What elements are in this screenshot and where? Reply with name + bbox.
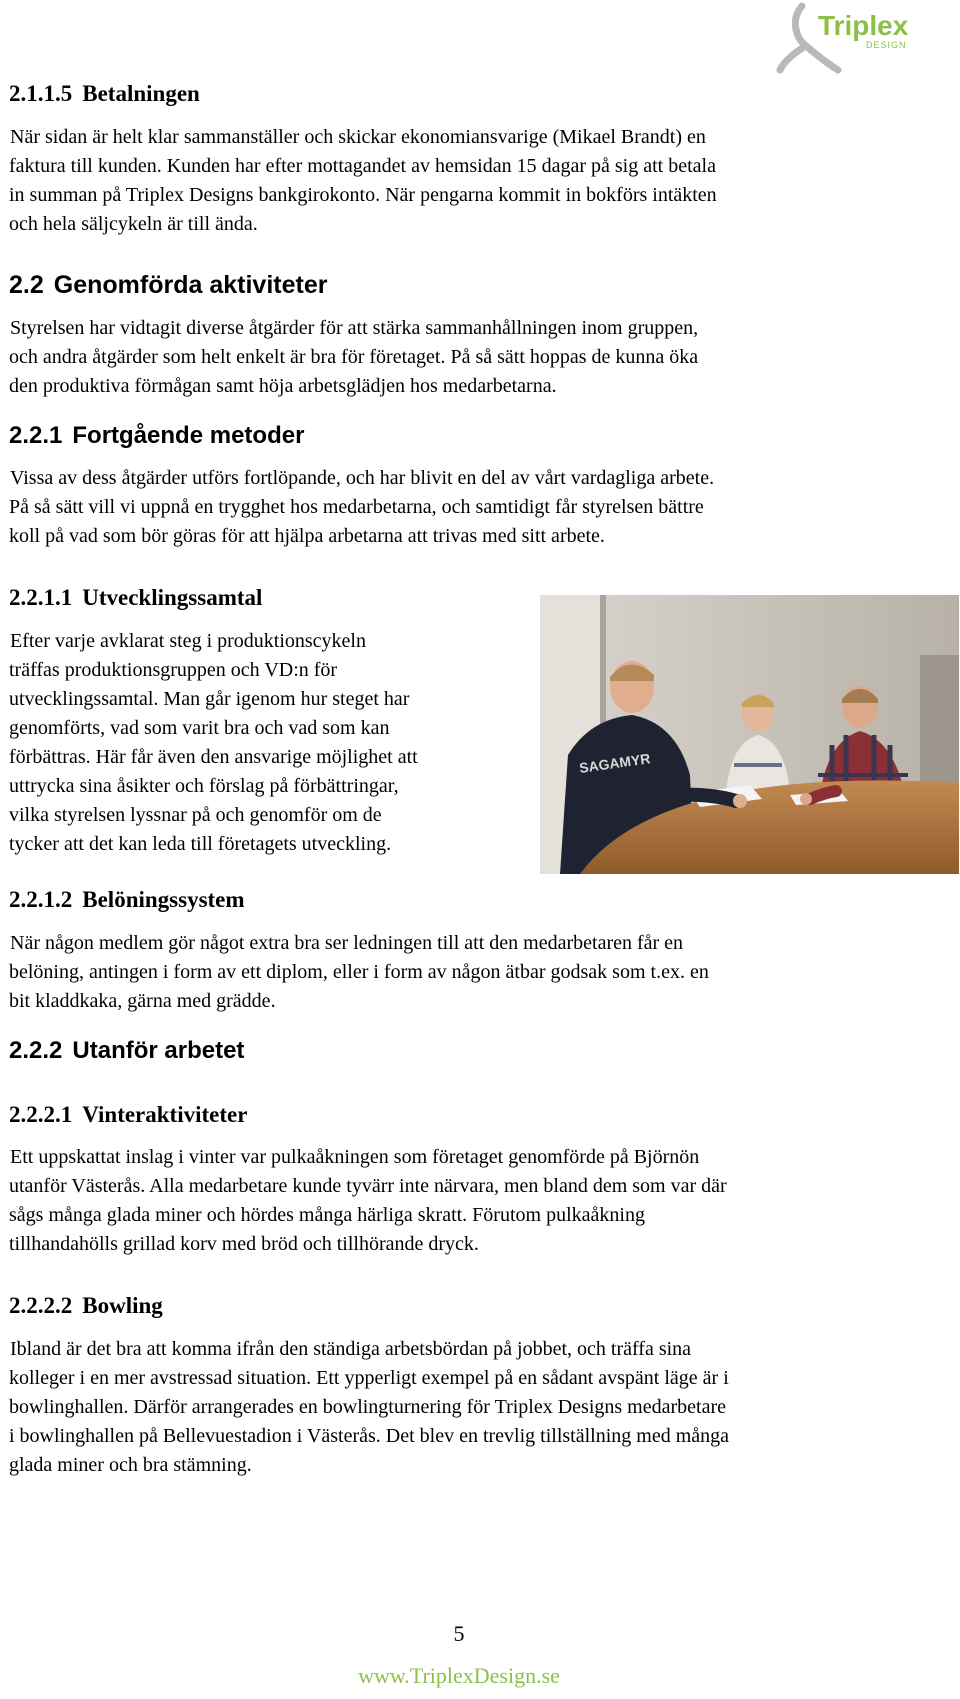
para-vinteraktiviteter: Ett uppskattat inslag i vinter var pulkaåkningen som företaget genomförde på Björnön utanför Västerås. Alla medarbetare kunde tyvärr inte närvara, men bland dem som var där sågs många glada miner och hördes många härliga skratt. Förutom pulkaåkning tillhandahölls grillad korv med bröd och tillhörande dryck. [9, 1146, 727, 1255]
para-beloningssystem: När någon medlem gör något extra bra ser ledningen till att den medarbetaren får en belöning, antingen i form av ett diplom, eller i form av någon ätbar godsak som t.ex. en bit kladdkaka, gärna med grädde. [9, 932, 709, 1012]
heading-betalningen: 2.1.1.5 Betalningen [9, 81, 200, 106]
heading-genomforda-aktiviteter: 2.2 Genomförda aktiviteter [9, 271, 328, 299]
heading-beloningssystem: 2.2.1.2 Belöningssystem [9, 887, 245, 912]
logo-brand: Triplex [818, 10, 909, 41]
heading-bowling: 2.2.2.2 Bowling [9, 1293, 163, 1318]
heading-utvecklingssamtal: 2.2.1.1 Utvecklingssamtal [9, 585, 263, 610]
svg-text:SAGAMYR: SAGAMYR [578, 750, 652, 776]
para-utvecklingssamtal: Efter varje avklarat steg i produktionscykeln träffas produktionsgruppen och VD:n för utvecklingssamtal. Man går igenom hur steget har genomförts, vad som varit bra och vad som kan förbättras. Här får även den ansvarige möjlighet att uttrycka sina åsikter och förslag på förbättringar, vilka styrelsen lyssnar på och genomför om de tycker att det kan leda till företagets utveckling. [9, 630, 418, 855]
meeting-photo [540, 595, 959, 874]
heading-vinteraktiviteter: 2.2.2.1 Vinteraktiviteter [9, 1102, 248, 1127]
para-genomforda-aktiviteter: Styrelsen har vidtagit diverse åtgärder för att stärka sammanhållningen inom gruppen, och andra åtgärder som helt enkelt är bra för företaget. På så sätt hoppas de kunna öka den produktiva förmågan samt höja arbetsglädjen hos medarbetarna. [9, 317, 699, 397]
para-fortgaende-metoder: Vissa av dess åtgärder utförs fortlöpande, och har blivit en del av vårt vardagliga arbete. På så sätt vill vi uppnå en trygghet hos medarbetarna, och samtidigt får styrelsen bättre koll på vad som bör göras för att hjälpa arbetarna att trivas med sitt arbete. [9, 467, 715, 547]
para-bowling: Ibland är det bra att komma ifrån den ständiga arbetsbördan på jobbet, och träffa sina kolleger i en mer avstressad situation. Ett ypperligt exempel på en sådant avspänt läge är i bowlinghallen. Därför arrangerades en bowlingturnering för Triplex Designs medarbetare i bowlinghallen på Bellevuestadion i Västerås. Det blev en trevlig tillställning med många glada miner och bra stämning. [9, 1338, 730, 1476]
website-link[interactable]: www.TriplexDesign.se [358, 1663, 560, 1688]
heading-utanfor-arbetet: 2.2.2 Utanför arbetet [9, 1037, 245, 1064]
page-number: 5 [453, 1621, 465, 1646]
logo-sub: DESIGN [866, 40, 907, 50]
para-betalningen: När sidan är helt klar sammanställer och skickar ekonomiansvarige (Mikael Brandt) en faktura till kunden. Kunden har efter mottagandet av hemsidan 15 dagar på sig att betala in summan på Triplex Designs bankgirokonto. När pengarna kommit in bokförs intäkten och hela säljcykeln är till ända. [9, 126, 717, 235]
heading-fortgaende-metoder: 2.2.1 Fortgående metoder [9, 422, 305, 449]
company-logo [776, 0, 910, 74]
